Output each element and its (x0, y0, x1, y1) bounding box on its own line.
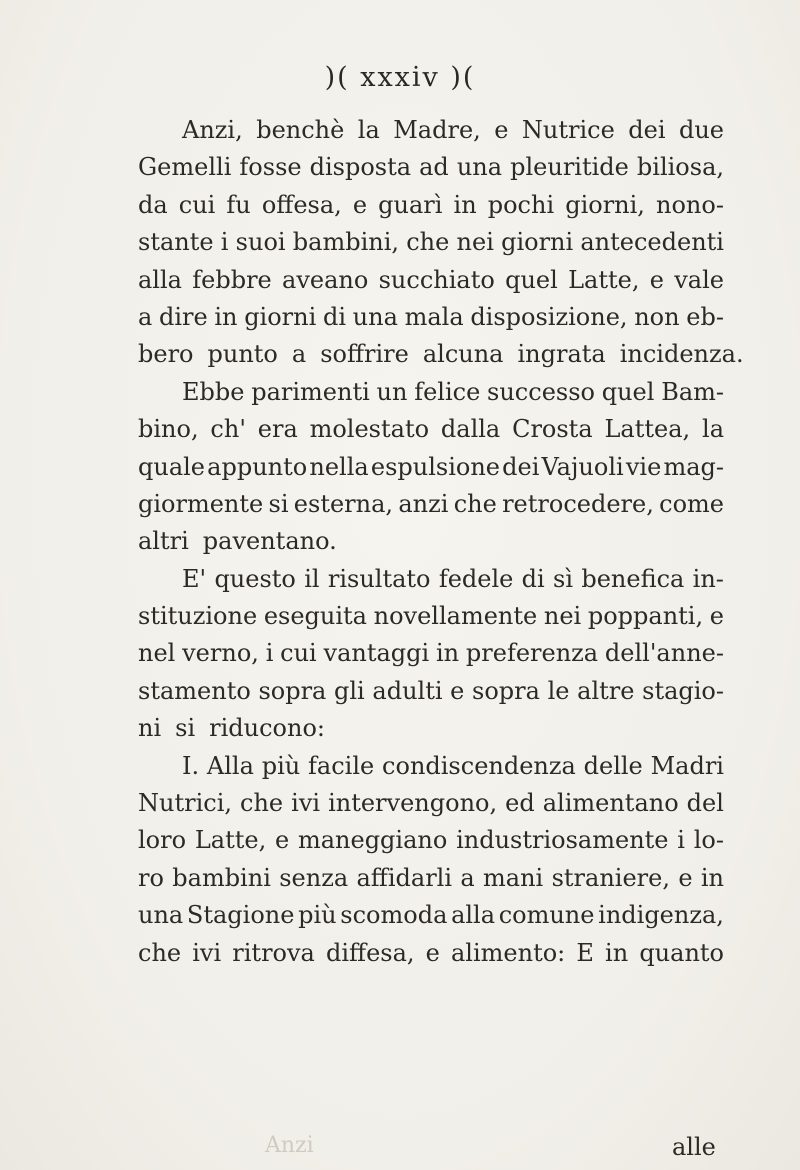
word: Madre, (393, 116, 481, 144)
word: nono- (656, 190, 724, 219)
word: e (274, 826, 290, 855)
word: comune (498, 901, 595, 930)
word: lo- (693, 826, 724, 855)
word: questo (214, 564, 296, 593)
word: in (453, 190, 477, 219)
word: indigenza, (598, 901, 724, 930)
text-line (138, 561, 724, 598)
word: alla (138, 265, 182, 294)
word: adulti (372, 676, 443, 705)
text-line (138, 486, 724, 523)
word: quel (601, 377, 655, 406)
word: e (649, 265, 664, 294)
word: alcuna (422, 340, 504, 369)
paragraph (138, 374, 724, 561)
word: Gemelli (138, 153, 232, 182)
word: in (214, 302, 238, 331)
word: le (547, 676, 570, 705)
word: retrocedere, (502, 489, 654, 518)
word: del (686, 789, 724, 818)
word: Ebbe (182, 377, 245, 406)
paragraph (138, 748, 724, 972)
word: sopra (258, 676, 327, 705)
bleed-through-text: Anzi (265, 1133, 314, 1158)
text-line (138, 411, 724, 448)
word: fedele (438, 564, 514, 593)
word: maneggiano (297, 826, 448, 855)
catchword: alle (672, 1133, 716, 1161)
word: industriosamente (456, 826, 669, 855)
text-line (138, 897, 724, 934)
word: punto (207, 340, 278, 369)
word: e (352, 190, 368, 219)
word: E (576, 938, 594, 967)
word: Crosta (512, 415, 593, 444)
word: bambini, (292, 228, 400, 257)
word: i (677, 826, 685, 855)
word: altri (138, 527, 189, 556)
word: parimenti (251, 377, 370, 406)
word: quel (505, 265, 558, 294)
word: ivi (291, 789, 321, 818)
word: paventano. (202, 527, 337, 556)
word: E' (182, 564, 207, 593)
word: biliosa, (636, 153, 724, 182)
word: Stagione (186, 901, 295, 930)
word: dire (158, 302, 208, 331)
word: verno, (182, 639, 259, 668)
word: febbre (192, 265, 272, 294)
word: espulsione (370, 452, 500, 481)
word: incidenza. (619, 340, 744, 369)
word: diffesa, (326, 938, 415, 967)
word: alla (451, 901, 496, 930)
word: in (605, 938, 629, 967)
word: stamento (138, 676, 251, 705)
word: una (138, 901, 184, 930)
word: Nutrici, (138, 789, 232, 818)
word: era (257, 415, 298, 444)
word: una (352, 302, 398, 331)
word: Anzi, (182, 116, 243, 144)
word: che (138, 938, 182, 967)
word: risultato (327, 564, 431, 593)
text-line (138, 860, 724, 897)
word: ingrata (517, 340, 606, 369)
word: intervengono, (328, 789, 498, 818)
word: eb- (686, 302, 724, 331)
word: che (406, 228, 450, 257)
word: che (453, 489, 497, 518)
word: antecedenti (580, 228, 724, 257)
text-line (138, 673, 724, 710)
word: Alla (206, 751, 254, 780)
word: la (702, 415, 724, 444)
word: nei (543, 602, 582, 631)
word: dei (628, 116, 666, 144)
word: in- (692, 564, 724, 593)
word: delle (583, 751, 643, 780)
word: due (678, 116, 724, 144)
word: dalla (440, 415, 501, 444)
word: cui (178, 190, 216, 219)
text-line (138, 299, 724, 336)
word: novellamente (373, 602, 538, 631)
word: altre (577, 676, 635, 705)
word: più (261, 751, 301, 780)
word: ad (419, 153, 449, 182)
word: sopra (472, 676, 540, 705)
word: vale (674, 265, 724, 294)
word: senza (279, 863, 349, 892)
word: benefica (581, 564, 685, 593)
word: e (678, 863, 693, 892)
paragraph (138, 112, 744, 374)
word: condiscendenza (382, 751, 576, 780)
word: mag- (663, 452, 724, 481)
word: nel (138, 639, 176, 668)
word: successo (487, 377, 595, 406)
word: il (304, 564, 320, 593)
word: alimento: (451, 938, 566, 967)
word: i (265, 639, 274, 668)
word: sì (553, 564, 574, 593)
word: mani (483, 863, 544, 892)
word: i (220, 228, 229, 257)
word: non (634, 302, 680, 331)
word: Nutrice (521, 116, 615, 144)
text-line (138, 635, 724, 672)
word: Bam- (661, 377, 724, 406)
word: Vajuoli (541, 452, 624, 481)
word: nella (309, 452, 369, 481)
word: quanto (639, 938, 724, 967)
word: e (494, 116, 509, 144)
word: giorni (244, 302, 317, 331)
page-footer (0, 1133, 800, 1170)
word: fosse (239, 153, 302, 182)
word: Madri (650, 751, 724, 780)
word: molestato (309, 415, 430, 444)
running-head: )( xxxiv )( (324, 62, 476, 93)
word: ch' (210, 415, 246, 444)
text-line (138, 112, 724, 149)
word: aveano (282, 265, 369, 294)
word: a (291, 340, 307, 369)
word: pochi (487, 190, 555, 219)
word: fu (226, 190, 251, 219)
word: suoi (235, 228, 286, 257)
word: guarì (378, 190, 443, 219)
word: stituzione (138, 602, 258, 631)
word: mala (404, 302, 464, 331)
word: ed (505, 789, 535, 818)
word: bambini (172, 863, 271, 892)
word: a (460, 863, 475, 892)
word: loro (138, 826, 187, 855)
word: giorni, (565, 190, 645, 219)
word: pleuritide (510, 153, 629, 182)
word: in (435, 639, 460, 668)
word: più (298, 901, 337, 930)
paragraph (138, 561, 724, 748)
word: stante (138, 228, 214, 257)
word: cui (280, 639, 317, 668)
text-line (138, 224, 724, 261)
text-line (138, 748, 724, 785)
word: di (322, 302, 346, 331)
word: I. (182, 751, 200, 780)
word: giorni (501, 228, 574, 257)
word: ro (138, 863, 164, 892)
text-line (138, 935, 724, 972)
word: disposizione, (470, 302, 628, 331)
word: appunto (207, 452, 308, 481)
word: soffrire (320, 340, 409, 369)
word: facile (308, 751, 375, 780)
word: una (456, 153, 503, 182)
word: anzi (398, 489, 449, 518)
word: scomoda (340, 901, 448, 930)
text-line (138, 785, 724, 822)
word: Latte, (568, 265, 640, 294)
word: Lattea, (604, 415, 691, 444)
word: affidarli (356, 863, 453, 892)
word: preferenza (465, 639, 599, 668)
word: che (240, 789, 284, 818)
word: di (521, 564, 545, 593)
text-line (138, 710, 724, 747)
text-line (138, 187, 724, 224)
word: vantaggi (323, 639, 430, 668)
body-text (138, 112, 744, 972)
word: bero (138, 340, 194, 369)
text-line (138, 374, 724, 411)
text-line (138, 822, 724, 859)
word: esterna, (293, 489, 394, 518)
word: gli (334, 676, 365, 705)
word: succhiato (378, 265, 495, 294)
word: bino, (138, 415, 199, 444)
word: dell'anne- (604, 639, 724, 668)
word: in (700, 863, 724, 892)
word: quale (138, 452, 206, 481)
word: offesa, (261, 190, 342, 219)
word: dei (502, 452, 540, 481)
text-line (138, 449, 724, 486)
word: ivi (192, 938, 222, 967)
word: ritrova (232, 938, 315, 967)
word: riducono: (209, 714, 325, 743)
word: a (138, 302, 153, 331)
word: e (425, 938, 440, 967)
word: vie (625, 452, 662, 481)
word: nei (456, 228, 494, 257)
word: benchè (256, 116, 345, 144)
word: giormente (138, 489, 264, 518)
word: da (138, 190, 168, 219)
word: e (450, 676, 465, 705)
word: poppanti, (587, 602, 704, 631)
word: ni (138, 714, 162, 743)
word: si (175, 714, 196, 743)
word: alimentano (542, 789, 679, 818)
word: un (376, 377, 408, 406)
word: come (659, 489, 724, 518)
text-line (138, 523, 724, 560)
word: felice (414, 377, 481, 406)
word: si (268, 489, 289, 518)
word: disposta (309, 153, 412, 182)
text-line (138, 336, 744, 373)
text-line (138, 598, 724, 635)
text-line (138, 262, 724, 299)
word: la (357, 116, 380, 144)
word: stagio- (642, 676, 724, 705)
text-line (138, 149, 724, 186)
word: straniere, (551, 863, 670, 892)
word: Latte, (194, 826, 267, 855)
word: eseguita (263, 602, 367, 631)
word: e (709, 602, 724, 631)
